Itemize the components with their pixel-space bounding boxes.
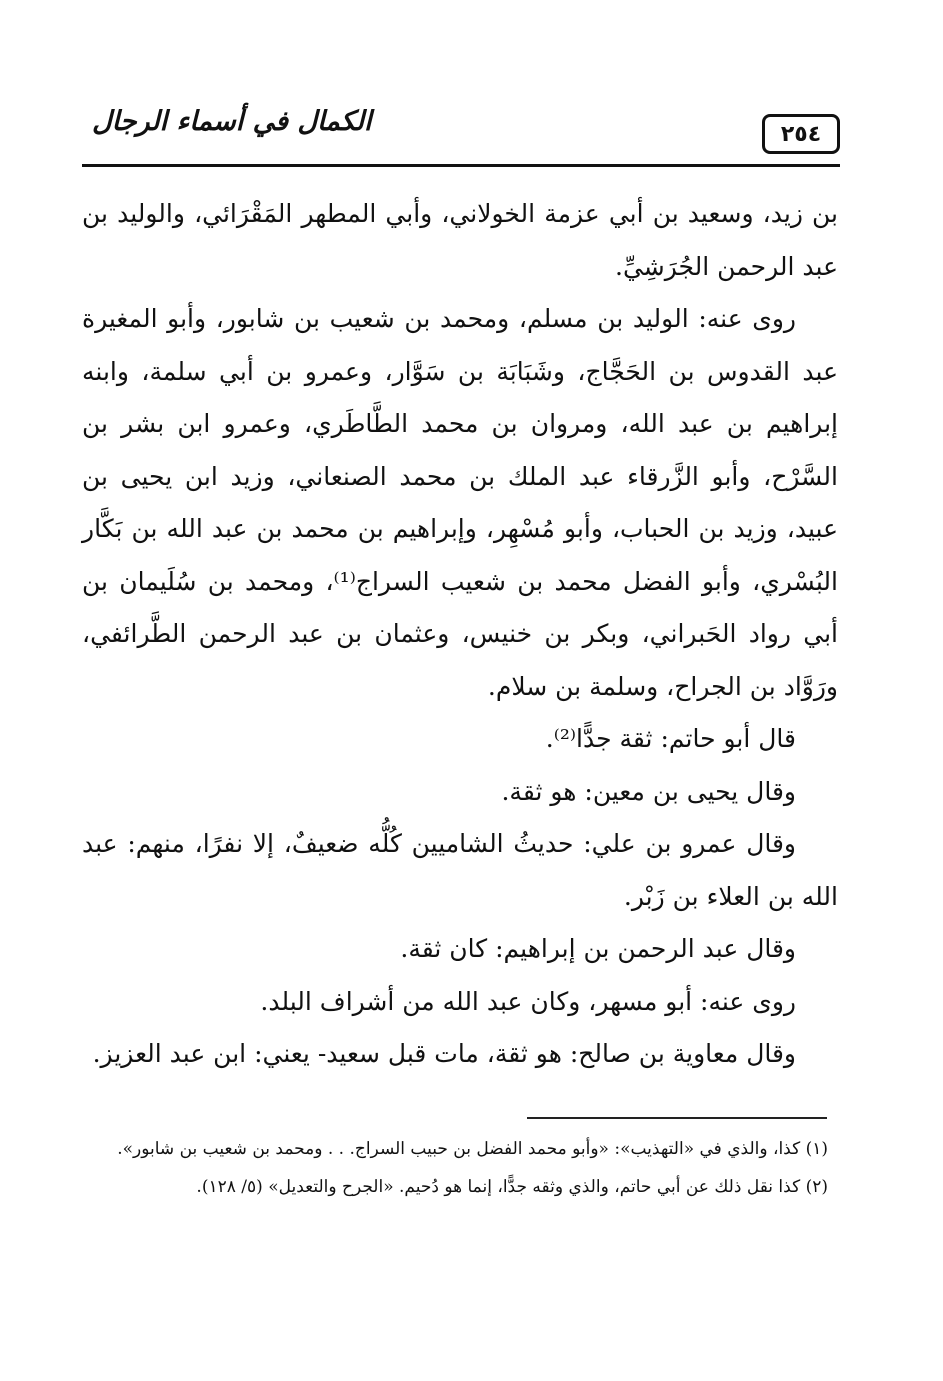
paragraph-2: روى عنه: الوليد بن مسلم، ومحمد بن شعيب بن شابور، وأبو المغيرة عبد القدوس بن الحَجَّاج، وشَبَابَة بن سَوَّار، وعمرو بن أبي سلمة، وابنه إبراهيم بن عبد الله، ومروان بن محمد الطَّاطَري، وعمرو ابن بشر بن السَّرْح، وأبو الزَّرقاء عبد الملك بن محمد الصنعاني، وزيد ابن يحيى بن عبيد، وزيد بن الحباب، وأبو مُسْهِر، وإبراهيم بن محمد بن عبد الله بن بَكَّار البُسْري، وأبو الفضل محمد بن شعيب السراج⁽¹⁾، ومحمد بن سُلَيمان بن أبي رواد الحَبراني، وبكر بن خنيس، وعثمان بن عبد الرحمن الطَّرائفي، ورَوَّاد بن الجراح، وسلمة بن سلام. xyxy=(82,304,838,701)
paragraph-7: روى عنه: أبو مسهر، وكان عبد الله من أشراف البلد. xyxy=(260,986,796,1016)
footnotes xyxy=(82,1130,828,1206)
header-divider xyxy=(82,164,840,167)
paragraph-8: وقال معاوية بن صالح: هو ثقة، مات قبل سعيد- يعني: ابن عبد العزيز. xyxy=(92,1039,796,1068)
paragraph-1: بن زيد، وسعيد بن أبي عزمة الخولاني، وأبي المطهر المَقْرَائي، والوليد بن عبد الرحمن الجُرَشِيِّ. xyxy=(82,199,838,281)
paragraph-6: وقال عبد الرحمن بن إبراهيم: كان ثقة. xyxy=(400,934,796,963)
footnote-1: (١) كذا، والذي في «التهذيب»: «وأبو محمد الفضل بن حبيب السراج. . . ومحمد بن شعيب بن شابور». xyxy=(117,1139,828,1159)
running-title: الكمال في أسماء الرجال xyxy=(92,106,372,137)
page-number: ٢٥٤ xyxy=(762,114,840,154)
footnote-2: (٢) كذا نقل ذلك عن أبي حاتم، والذي وثقه جدًّا، إنما هو دُحيم. «الجرح والتعديل» (٥/ ١٢٨). xyxy=(196,1177,828,1197)
paragraph-5: وقال عمرو بن علي: حديثُ الشاميين كُلُّه ضعيفٌ، إلا نفرًا، منهم: عبد الله بن العلاء بن زَبْر. xyxy=(82,829,838,911)
footnote-divider xyxy=(527,1117,827,1119)
main-text xyxy=(82,188,838,1081)
paragraph-3: قال أبو حاتم: ثقة جدًّا⁽²⁾. xyxy=(545,724,796,753)
paragraph-4: وقال يحيى بن معين: هو ثقة. xyxy=(501,776,796,806)
page-header xyxy=(82,100,840,170)
